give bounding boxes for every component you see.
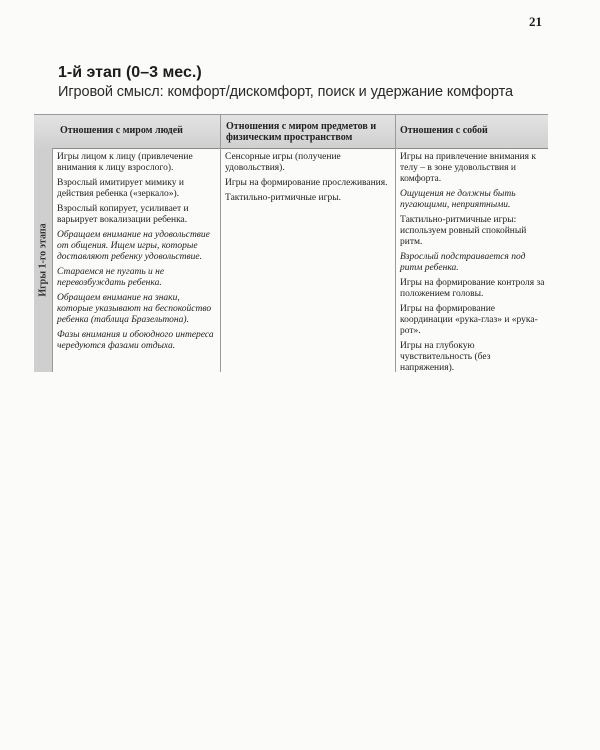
- stage-subtitle: Игровой смысл: комфорт/дискомфорт, поиск и удержание комфорта: [58, 84, 513, 100]
- column-divider: [395, 114, 396, 372]
- cell-paragraph: Обращаем внимание на удовольствие от общения. Ищем игры, которые доставляют ребенку удовольствие.: [57, 230, 210, 262]
- stage-title: 1-й этап (0–3 мес.): [58, 64, 202, 81]
- cell-paragraph: Фазы внимания и обоюдного интереса чередуются фазами отдыха.: [57, 330, 214, 351]
- side-label: Игры 1-го этапа: [37, 223, 49, 297]
- column-divider: [52, 148, 53, 372]
- cell-paragraph: Взрослый копирует, усиливает и варьирует вокализации ребенка.: [57, 204, 189, 225]
- cell-paragraph: Игры на формирование прослеживания.: [225, 178, 388, 188]
- cell-paragraph: Взрослый имитирует мимику и действия ребенка («зеркало»).: [57, 178, 184, 199]
- page-number: 21: [529, 14, 542, 29]
- header-objects: Отношения с миром предметов и физическим пространством: [226, 121, 377, 143]
- cell-paragraph: Обращаем внимание на знаки, которые указывают на беспокойство ребенка (таблица Бразельтона).: [57, 293, 212, 325]
- header-people: Отношения с миром людей: [60, 125, 183, 136]
- cell-paragraph: Сенсорные игры (получение удовольствия).: [225, 152, 341, 173]
- cell-paragraph: Игры на формирование контроля за положением головы.: [400, 278, 545, 299]
- cell-paragraph: Игры на формирование координации «рука-глаз» и «рука-рот».: [400, 304, 538, 336]
- cell-paragraph: Стараемся не пугать и не перевозбуждать ребенка.: [57, 267, 165, 288]
- cell-paragraph: Тактильно-ритмичные игры.: [225, 193, 341, 203]
- table-header-row: [34, 114, 548, 149]
- column-self: [400, 152, 546, 378]
- cell-paragraph: Игры лицом к лицу (привлечение внимания к лицу взрослого).: [57, 152, 193, 173]
- header-self: Отношения с собой: [400, 125, 488, 136]
- cell-paragraph: Игры на привлечение внимания к телу – в зоне удовольствия и комфорта.: [400, 152, 537, 184]
- column-people: [57, 152, 217, 356]
- cell-paragraph: Взрослый подстраивается под ритм ребенка.: [400, 252, 526, 273]
- cell-paragraph: Тактильно-ритмичные игры: используем ровный спокойный ритм.: [400, 215, 527, 247]
- side-label-band: [34, 148, 52, 372]
- cell-paragraph: Ощущения не должны быть пугающими, неприятными.: [400, 189, 516, 210]
- column-divider: [220, 114, 221, 372]
- cell-paragraph: Игры на глубокую чувствительность (без напряжения).: [400, 341, 491, 373]
- games-table: [34, 114, 548, 372]
- column-objects: [225, 152, 391, 208]
